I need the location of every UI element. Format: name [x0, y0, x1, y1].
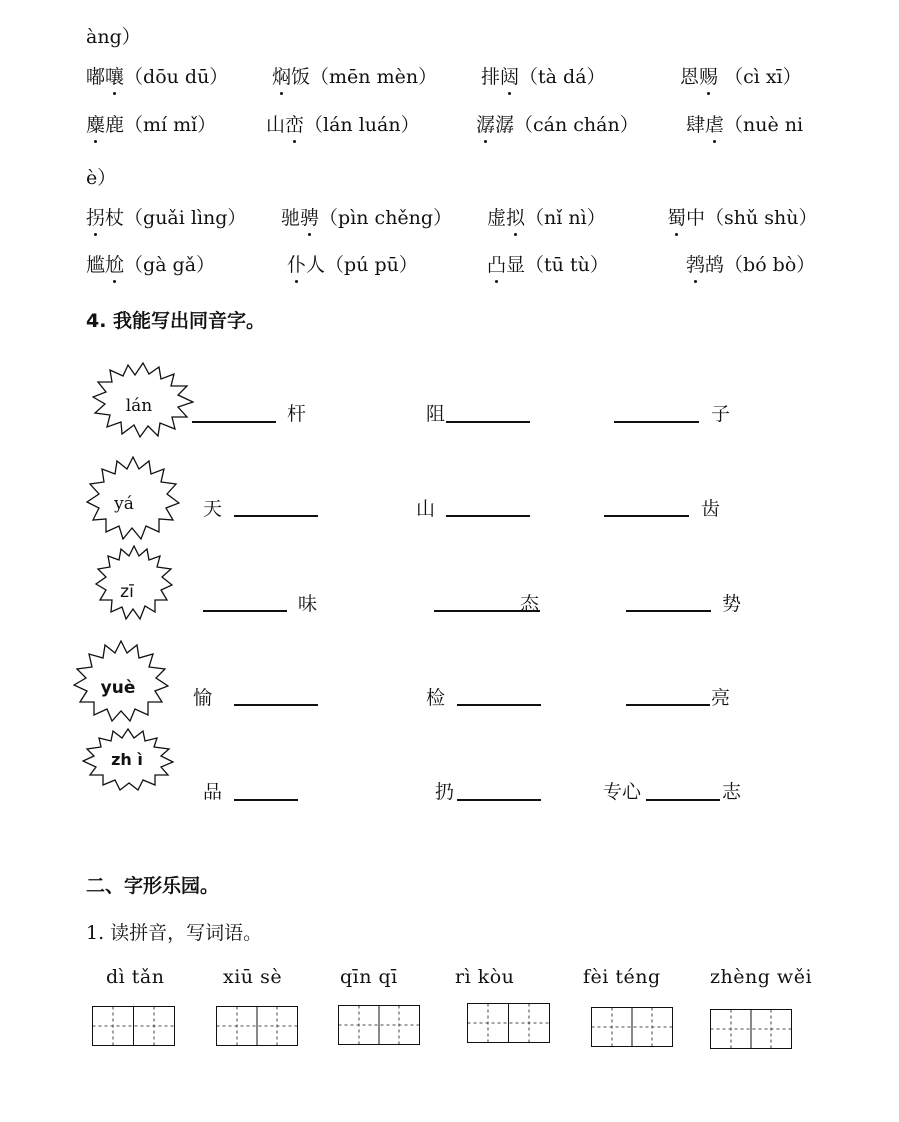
word-shuzhong: 蜀中（shǔ shù）: [667, 203, 818, 230]
answer-blank-ya-3[interactable]: [604, 515, 689, 517]
writing-box-6[interactable]: [710, 1009, 792, 1049]
answer-blank-yue-1[interactable]: [234, 704, 318, 706]
word-sinue: 肆虐（nuè ni: [686, 110, 803, 137]
writing-box-1[interactable]: [92, 1006, 175, 1046]
word-puren: 仆人（pú pū）: [287, 250, 418, 277]
pinyin-word-2: xiū sè: [223, 966, 283, 988]
answer-blank-lan-1[interactable]: [192, 421, 276, 423]
char-reng: 扔: [435, 781, 455, 803]
word-menfan: 焖饭（mēn mèn）: [272, 62, 437, 89]
writing-box-2[interactable]: [216, 1006, 298, 1046]
word-milu: 麋鹿（mí mǐ）: [86, 110, 216, 137]
answer-blank-lan-2[interactable]: [446, 421, 530, 423]
char-chi: 齿: [701, 498, 721, 520]
char-zhuanxin: 专心: [603, 781, 642, 803]
writing-box-4[interactable]: [467, 1003, 550, 1043]
answer-blank-yue-2[interactable]: [457, 704, 541, 706]
char-tai: 态: [520, 593, 540, 615]
answer-blank-zi-1[interactable]: [203, 610, 287, 612]
pinyin-word-6: zhèng wěi: [710, 966, 813, 988]
word-bogu: 鹁鸪（bó bò）: [686, 250, 815, 277]
word-chicheng: 驰骋（pìn chěng）: [281, 203, 452, 230]
pinyin-zhi: zh ì: [111, 750, 143, 769]
pinyin-zi: zī: [120, 582, 134, 602]
char-yu: 愉: [193, 687, 213, 709]
pinyin-word-3: qīn qī: [340, 966, 398, 988]
text-line-ang: àng）: [86, 26, 141, 48]
char-tian: 天: [203, 498, 223, 520]
answer-blank-ya-1[interactable]: [234, 515, 318, 517]
pinyin-word-5: fèi téng: [583, 966, 661, 988]
answer-blank-zi-3[interactable]: [626, 610, 711, 612]
answer-blank-yue-3[interactable]: [626, 704, 710, 706]
answer-blank-zhi-3[interactable]: [646, 799, 720, 801]
char-pin: 品: [203, 781, 223, 803]
answer-blank-zhi-2[interactable]: [457, 799, 541, 801]
word-shanluan: 山峦（lán luán）: [266, 110, 420, 137]
word-ganga: 尴尬（gà gǎ）: [86, 250, 215, 277]
section-2-title: 二、字形乐园。: [86, 875, 220, 897]
answer-blank-lan-3[interactable]: [614, 421, 699, 423]
word-enci: 恩赐 （cì xī）: [680, 62, 802, 89]
char-liang: 亮: [711, 687, 731, 709]
word-paita: 排闼（tà dá）: [481, 62, 606, 89]
sub-1-title: 1. 读拼音，写词语。: [86, 922, 263, 944]
char-zhi: 志: [722, 781, 742, 803]
writing-box-3[interactable]: [338, 1005, 420, 1045]
word-xuni: 虚拟（nǐ nì）: [487, 203, 606, 230]
word-guaizhang: 拐杖（guǎi lìng）: [86, 203, 246, 230]
pinyin-word-4: rì kòu: [455, 966, 515, 988]
pinyin-yue: yuè: [100, 678, 136, 698]
char-gan: 杆: [287, 403, 307, 425]
pinyin-lan: lán: [125, 396, 153, 416]
answer-blank-ya-2[interactable]: [446, 515, 530, 517]
word-dourang: 嘟嚷（dōu dū）: [86, 62, 228, 89]
text-line-e: è）: [86, 167, 117, 189]
section-4-title: 4. 我能写出同音字。: [86, 310, 266, 332]
char-wei: 味: [298, 593, 318, 615]
word-chanchan: 潺潺（cán chán）: [476, 110, 639, 137]
char-shi: 势: [722, 593, 742, 615]
char-zu: 阻: [426, 403, 446, 425]
char-jian: 检: [426, 687, 446, 709]
char-shan: 山: [416, 498, 436, 520]
pinyin-word-1: dì tǎn: [106, 966, 165, 988]
word-tuxian: 凸显（tū tù）: [487, 250, 609, 277]
char-zi: 子: [711, 403, 731, 425]
answer-blank-zhi-1[interactable]: [234, 799, 298, 801]
pinyin-ya: yá: [114, 494, 134, 514]
writing-box-5[interactable]: [591, 1007, 673, 1047]
